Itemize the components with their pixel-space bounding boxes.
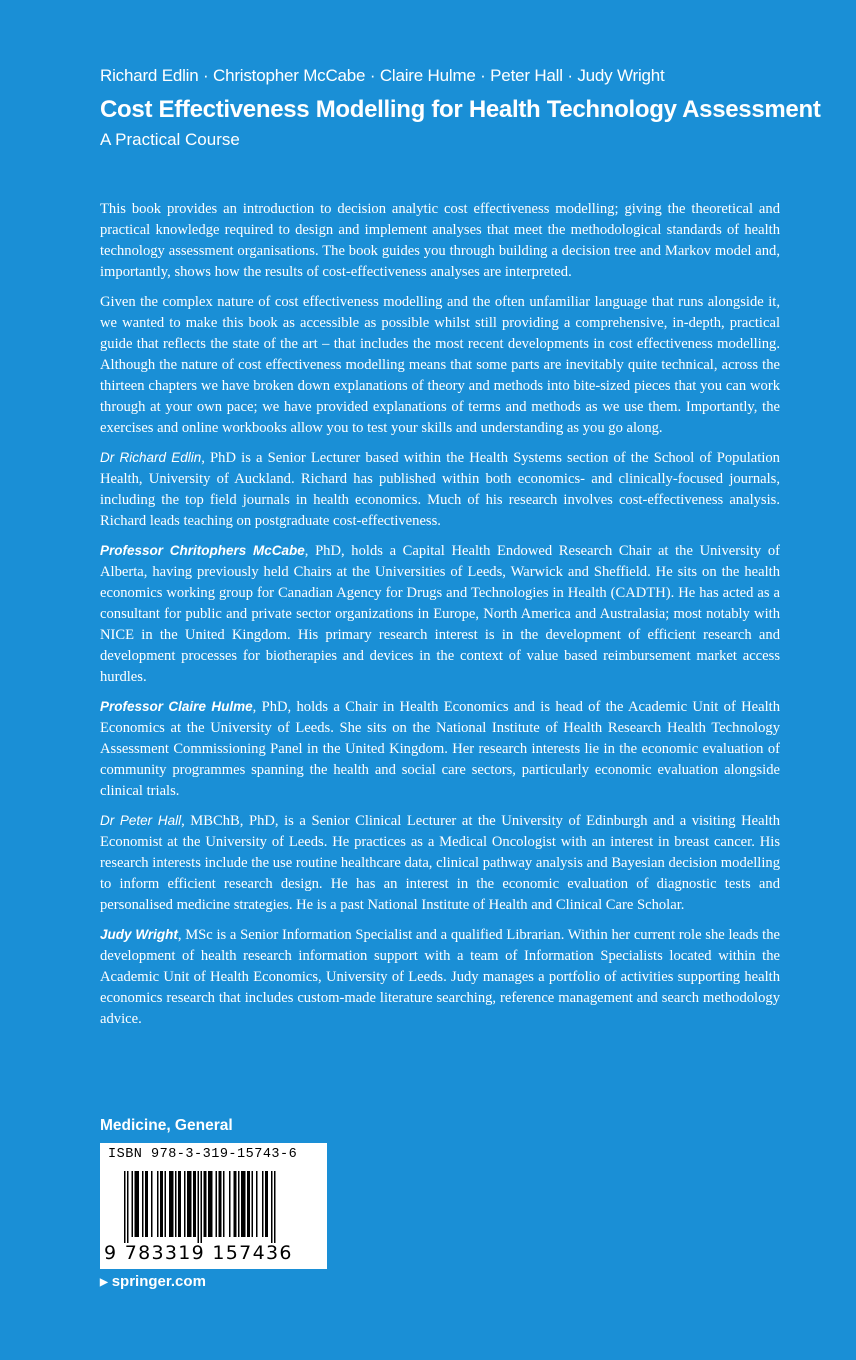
publisher-website[interactable] <box>100 1273 206 1290</box>
description-paragraph: Given the complex nature of cost effectiveness modelling and the often unfamiliar language that runs alongside it, we wanted to make this book as accessible as possible whilst still providing a comprehensive, in-depth, practical guide that reflects the state of the art – that includes the most recent developments in cost effectiveness modelling. Although the nature of cost effectiveness modelling means that some parts are inevitably quite technical, across the thirteen chapters we have broken down explanations of theory and methods into bite-sized pieces that you can work through at your own pace; we have provided explanations of terms and methods as we use them. Importantly, the exercises and online workbooks allow you to test your skills and understanding as you go along. <box>100 294 780 436</box>
barcode-bar <box>238 1171 240 1237</box>
bio-name: Dr Richard Edlin <box>100 449 202 465</box>
barcode-bar <box>187 1171 192 1237</box>
authors-line: Richard Edlin · Christopher McCabe · Claire Hulme · Peter Hall · Judy Wright <box>100 66 665 85</box>
barcode-bar <box>219 1171 222 1237</box>
barcode-bar <box>151 1171 153 1237</box>
barcode-bar <box>178 1171 181 1237</box>
bio-paragraph-hulme <box>100 697 780 802</box>
website-label: springer.com <box>111 1273 206 1290</box>
barcode-bar <box>208 1171 213 1237</box>
bio-name: Professor Claire Hulme <box>100 698 253 714</box>
bio-paragraph-hall <box>100 811 780 916</box>
bio-paragraph-edlin <box>100 448 780 532</box>
bio-paragraph-mccabe <box>100 541 780 687</box>
barcode-bar <box>160 1171 163 1237</box>
bio-name: Judy Wright <box>100 927 178 942</box>
bio-paragraph-wright <box>100 925 780 1030</box>
bio-name: Professor Chritophers McCabe <box>100 543 305 559</box>
description-paragraph: This book provides an introduction to decision analytic cost effectiveness modelling; giving the theoretical and practical knowledge required to design and implement analyses that meet the methodological standards of health technology assessment organisations. The book guides you through building a decision tree and Markov model and, importantly, shows how the results of cost-effectiveness analyses are interpreted. <box>100 201 780 280</box>
book-subtitle: A Practical Course <box>100 130 240 149</box>
bio-text: , PhD, holds a Chair in Health Economics and is head of the Academic Unit of Health Economics at the University of Leeds. She sits on the National Institute of Health Research Health Technology Assessment Commissioning Panel in the United Kingdom. Her research interests lie in the economic evaluation of community programmes spanning the health and social care sectors, particularly economic evaluation alongside clinical trials. <box>100 698 781 799</box>
barcode-bar <box>157 1171 159 1237</box>
barcode-bar <box>169 1171 174 1237</box>
barcode-digits: 9 783319 157436 <box>104 1242 293 1264</box>
book-title: Cost Effectiveness Modelling for Health Technology Assessment <box>100 96 821 123</box>
barcode-bar <box>256 1171 258 1237</box>
barcode-bar <box>204 1171 207 1237</box>
isbn-barcode <box>100 1143 327 1269</box>
barcode-bar <box>132 1171 134 1237</box>
barcode-bar <box>175 1171 177 1237</box>
bio-text: , MBChB, PhD, is a Senior Clinical Lecturer at the University of Edinburgh and a visiting Health Economist at the University of Leeds. He practices as a Medical Oncologist with an interest in breast cancer. His research interests include the use routine healthcare data, clinical pathway analysis and Bayesian decision modelling to inform efficient research design. He has an interest in the economic evaluation of diagnostic tests and personalised medicine strategies. He is a past National Institute of Health and Clinical Care Scholar. <box>100 812 780 913</box>
subject-category: Medicine, General <box>100 1117 233 1134</box>
barcode-bar <box>229 1171 231 1237</box>
bio-text: , MSc is a Senior Information Specialist and a qualified Librarian. Within her current role she leads the development of health research information support with a team of Information Specialists located within the Academic Unit of Health Economics, University of Leeds. Judy manages a portfolio of activities supporting health economics research that includes custom-made literature searching, reference management and search methodology advice. <box>100 927 780 1027</box>
barcode-bar <box>127 1171 129 1243</box>
barcode-bar <box>265 1171 268 1237</box>
barcode-bar <box>274 1171 276 1243</box>
bio-name: Dr Peter Hall <box>100 812 182 828</box>
barcode-bar <box>223 1171 225 1237</box>
barcode-bar <box>252 1171 254 1237</box>
barcode-bar <box>198 1171 200 1243</box>
barcode-bar <box>124 1171 126 1243</box>
barcode-bar <box>216 1171 218 1237</box>
barcode-bar <box>262 1171 264 1237</box>
isbn-label: ISBN 978-3-319-15743-6 <box>108 1147 298 1162</box>
barcode-bar <box>145 1171 148 1237</box>
barcode-bar <box>142 1171 144 1237</box>
barcode-bars <box>100 1167 327 1243</box>
arrow-right-icon: ▶ <box>100 1277 108 1288</box>
barcode-bar <box>184 1171 186 1237</box>
barcode-bar <box>271 1171 273 1243</box>
barcode-bar <box>135 1171 140 1237</box>
barcode-bar <box>165 1171 167 1237</box>
bio-text: , PhD is a Senior Lecturer based within the Health Systems section of the School of Population Health, University of Auckland. Richard has published within both economics- and clinically-focused journals, including the top field journals in health economics. Much of his research involves cost-effectiveness analysis. Richard leads teaching on postgraduate cost-effectiveness. <box>100 449 780 529</box>
barcode-bar <box>234 1171 237 1237</box>
blurb-body <box>100 199 780 1039</box>
barcode-bar <box>201 1171 203 1243</box>
barcode-bar <box>247 1171 250 1237</box>
bio-text: , PhD, holds a Capital Health Endowed Research Chair at the University of Alberta, having previously held Chairs at the Universities of Leeds, Warwick and Sheffield. He sits on the health economics working group for Canadian Agency for Drugs and Technologies in Health (CADTH). He has acted as a consultant for public and private sector organizations in Europe, North America and Australasia; most notably with NICE in the United Kingdom. His primary research interest is in the development of efficient research and development processes for biotherapies and devices in the context of value based reimbursement market access hurdles. <box>100 543 780 685</box>
barcode-bar <box>241 1171 246 1237</box>
barcode-bar <box>193 1171 196 1237</box>
